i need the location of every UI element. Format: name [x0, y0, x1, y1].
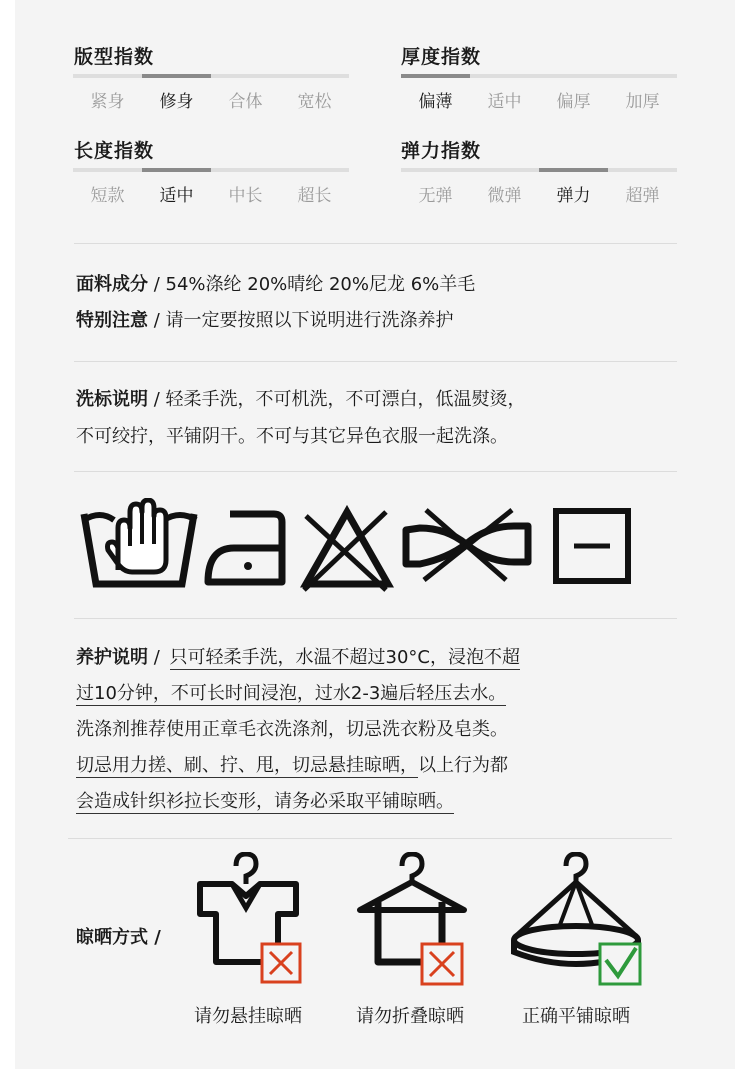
thickness-index-scale [401, 74, 677, 112]
fit-index-scale [73, 74, 349, 112]
notice-label: 特别注意 [76, 310, 148, 331]
fabric-line [76, 266, 475, 304]
wash-label-line1 [76, 381, 526, 419]
elasticity-option: 超弹 [608, 168, 677, 206]
elasticity-index-scale [401, 168, 677, 206]
elasticity-option: 无弹 [401, 168, 470, 206]
notice-value: / 请一定要按照以下说明进行洗涤养护 [148, 310, 454, 331]
thickness-option: 加厚 [608, 74, 677, 112]
divider [74, 471, 677, 472]
iron-low-temp-icon [204, 508, 288, 588]
no-wring-icon [402, 506, 532, 584]
wash-label-text: / 轻柔手洗，不可机洗，不可漂白，低温熨烫， [148, 389, 526, 410]
care-line4 [76, 747, 508, 785]
dry-flat-icon [552, 507, 632, 585]
length-index-scale [73, 168, 349, 206]
hand-wash-icon [80, 498, 200, 590]
care-text: 切忌用力搓、刷、拧、甩，切忌悬挂晾晒， [76, 755, 418, 776]
care-line5 [76, 783, 454, 821]
thickness-option-selected: 偏薄 [401, 74, 470, 112]
flat-dry-rack-icon [508, 852, 648, 992]
divider [74, 361, 677, 362]
fabric-label: 面料成分 [76, 274, 148, 295]
drying-label: 晾晒方式 / [76, 927, 161, 948]
fit-option-selected: 修身 [142, 74, 211, 112]
length-option: 超长 [280, 168, 349, 206]
care-text: 会造成针织衫拉长变形，请务必采取平铺晾晒。 [76, 791, 454, 812]
no-bleach-icon [300, 504, 394, 592]
folded-hanger-icon [352, 852, 472, 992]
length-option: 中长 [211, 168, 280, 206]
drying-caption-hanging: 请勿悬挂晾晒 [194, 1006, 302, 1027]
thickness-option: 适中 [470, 74, 539, 112]
care-text: 以上行为都 [418, 755, 508, 776]
fit-option: 宽松 [280, 74, 349, 112]
divider [74, 618, 677, 619]
care-label: 养护说明 [76, 647, 148, 668]
thickness-option: 偏厚 [539, 74, 608, 112]
elasticity-index-title: 弹力指数 [401, 140, 482, 162]
elasticity-option: 微弹 [470, 168, 539, 206]
thickness-index-title: 厚度指数 [401, 46, 482, 68]
hanging-shirt-icon [192, 852, 312, 992]
length-option-selected: 适中 [142, 168, 211, 206]
fit-option: 合体 [211, 74, 280, 112]
care-text: 过10分钟，不可长时间浸泡，过水2-3遍后轻压去水。 [76, 683, 507, 704]
length-option: 短款 [73, 168, 142, 206]
divider [74, 243, 677, 244]
fit-option: 紧身 [73, 74, 142, 112]
wash-label-line2: 不可绞拧，平铺阴干。不可与其它异色衣服一起洗涤。 [76, 426, 508, 447]
elasticity-option-selected: 弹力 [539, 168, 608, 206]
fit-index-title: 版型指数 [74, 46, 155, 68]
care-separator: / [148, 647, 166, 668]
drying-caption-folded: 请勿折叠晾晒 [356, 1006, 464, 1027]
notice-line [76, 302, 454, 340]
divider [68, 838, 672, 839]
care-line2 [76, 675, 506, 713]
care-line1 [76, 639, 520, 677]
wash-label-label: 洗标说明 [76, 389, 148, 410]
fabric-value: / 54%涤纶 20%晴纶 20%尼龙 6%羊毛 [148, 274, 476, 295]
care-line3: 洗涤剂推荐使用正章毛衣洗涤剂，切忌洗衣粉及皂类。 [76, 719, 508, 740]
drying-caption-flat: 正确平铺晾晒 [522, 1006, 630, 1027]
care-text: 只可轻柔手洗，水温不超过30°C，浸泡不超 [169, 647, 520, 668]
length-index-title: 长度指数 [74, 140, 155, 162]
